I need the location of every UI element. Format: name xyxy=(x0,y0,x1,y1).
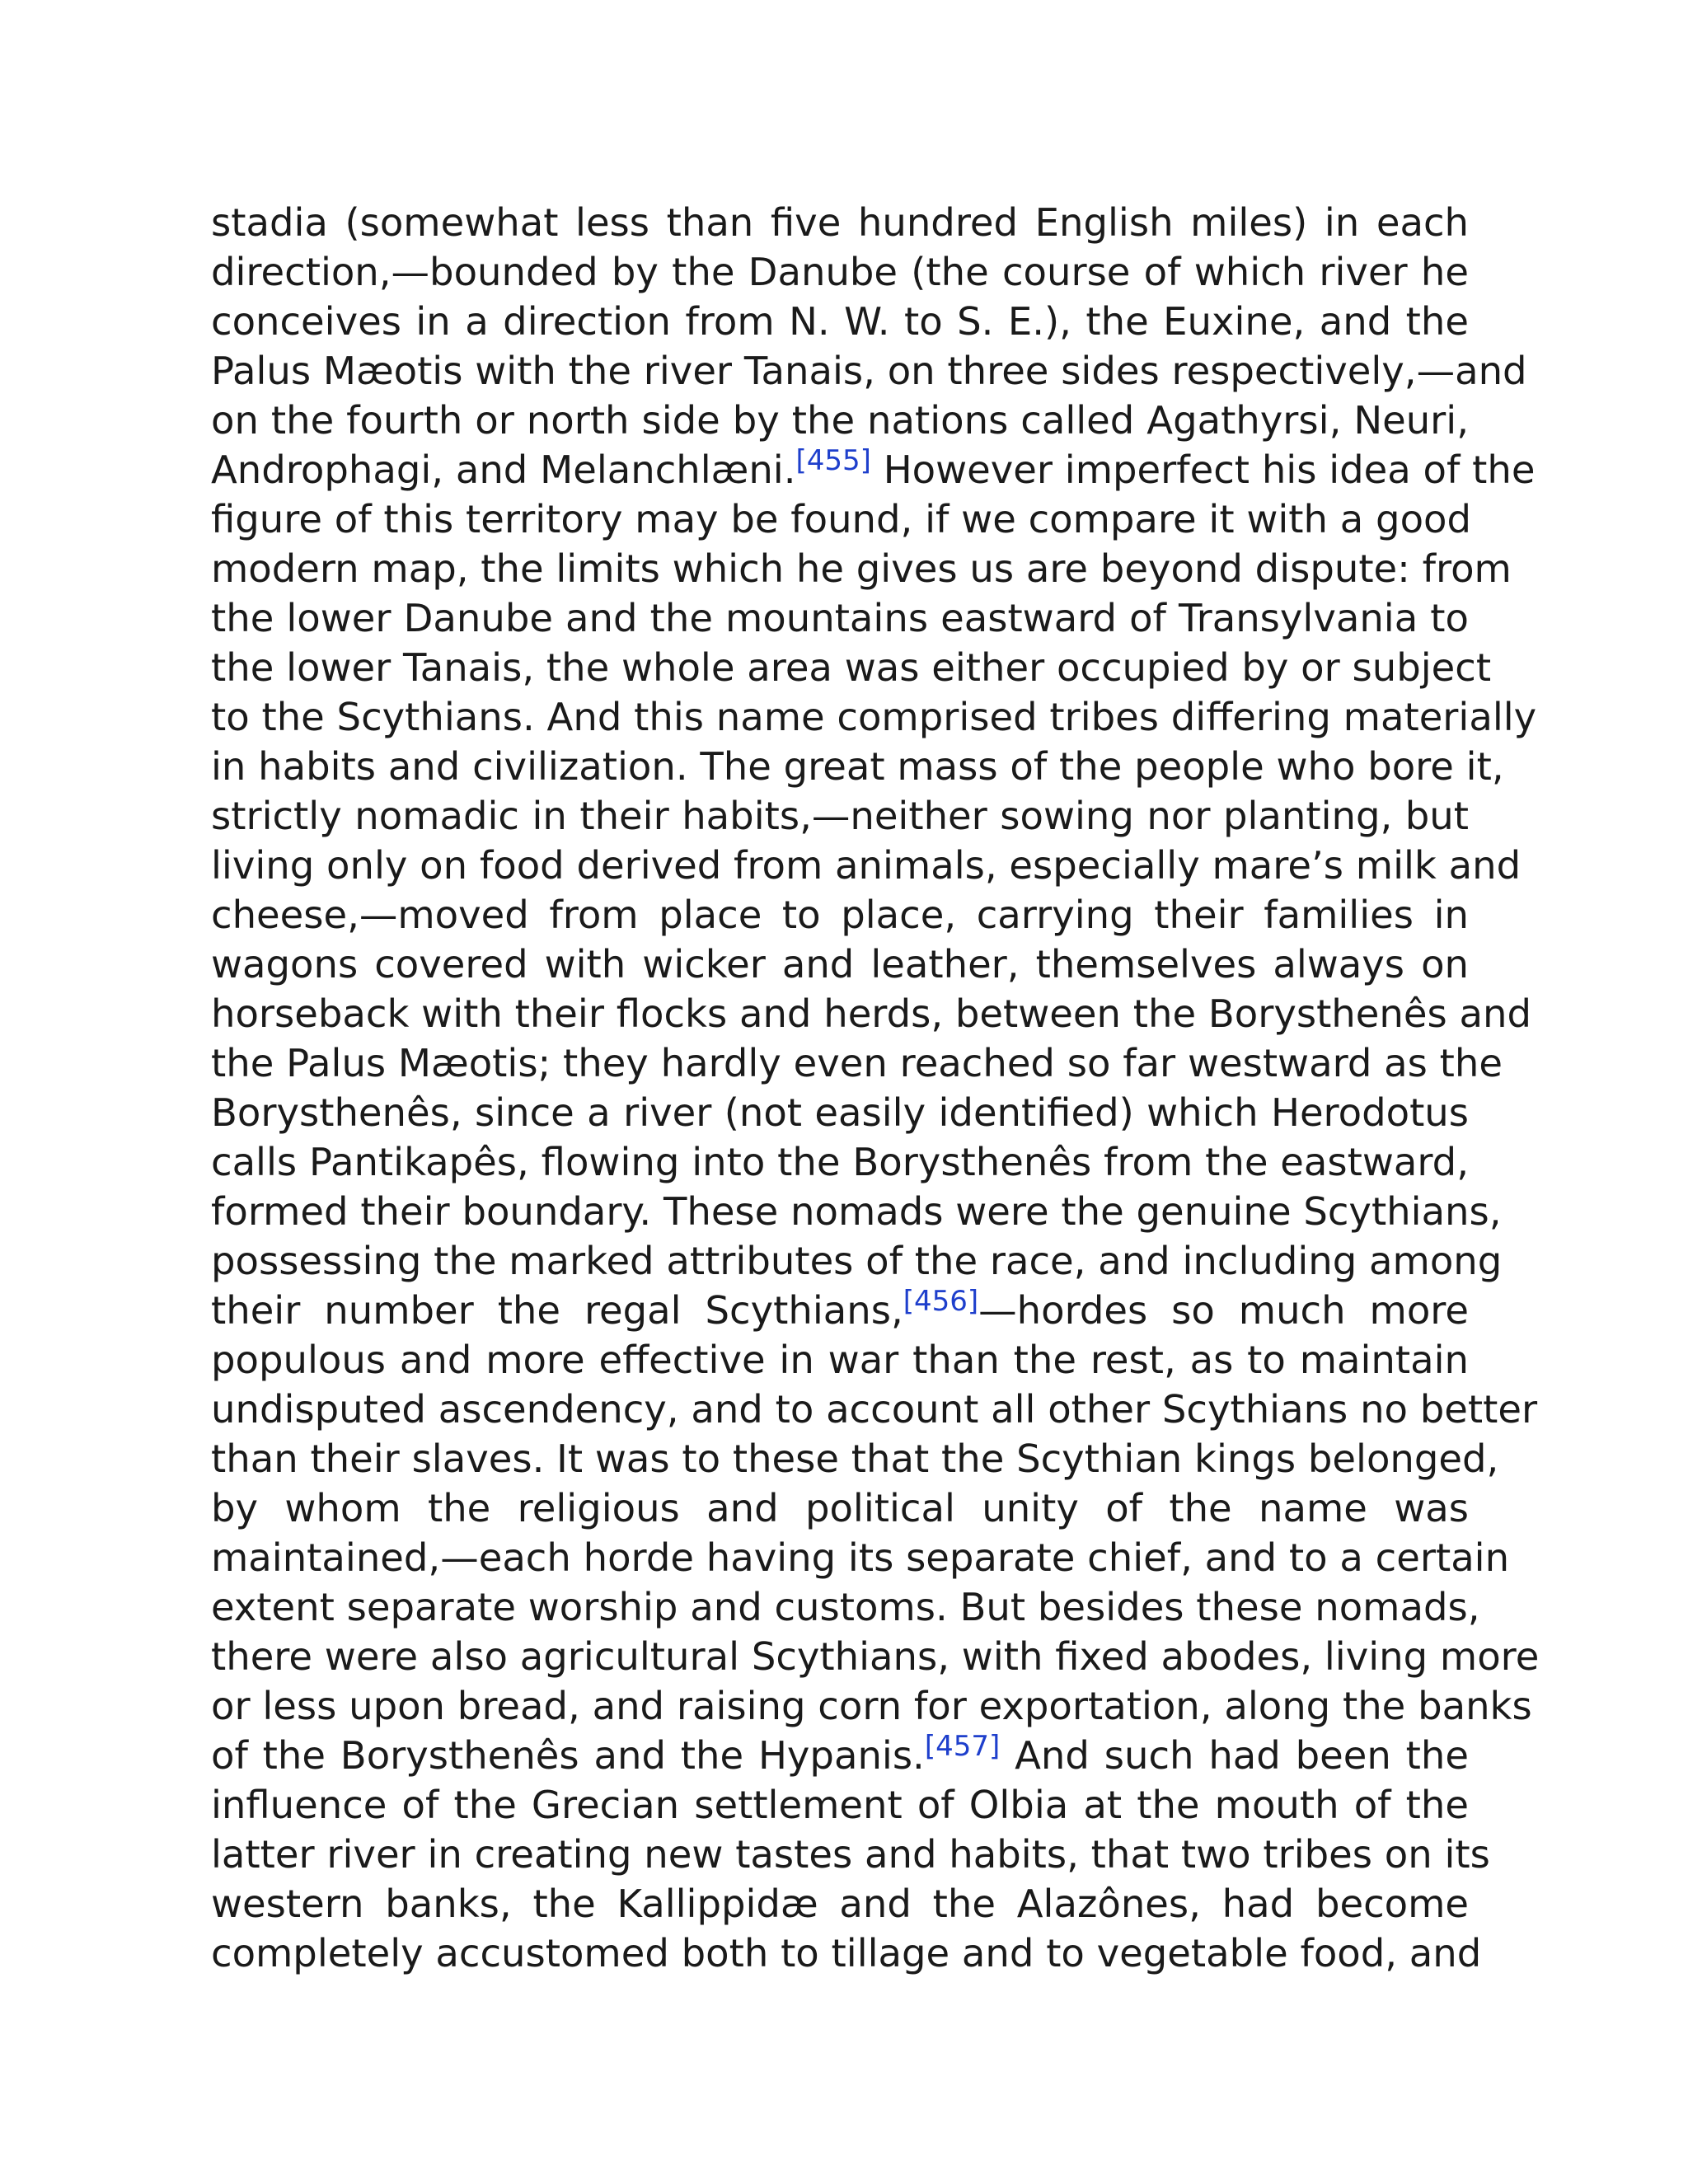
text-line: or less upon bread, and raising corn for exportation, along the banks xyxy=(211,1684,1532,1728)
text-line: possessing the marked attributes of the race, and including among xyxy=(211,1239,1503,1283)
footnote-link-455[interactable]: [455] xyxy=(795,444,871,477)
text-line: there were also agricultural Scythians, with fixed abodes, living more xyxy=(211,1634,1540,1679)
footnote-link-456[interactable]: [456] xyxy=(903,1285,979,1318)
text-segment: —hordes so much more xyxy=(978,1288,1469,1333)
text-line: formed their boundary. These nomads were the genuine Scythians, xyxy=(211,1189,1502,1234)
text-line: on the fourth or north side by the nations called Agathyrsi, Neuri, xyxy=(211,398,1469,443)
text-segment: However imperfect his idea of the xyxy=(870,448,1536,492)
text-line: wagons covered with wicker and leather, themselves always on xyxy=(211,942,1469,987)
text-line xyxy=(211,1286,1469,1335)
text-line: extent separate worship and customs. But besides these nomads, xyxy=(211,1585,1480,1629)
text-line: calls Pantikapês, flowing into the Borysthenês from the eastward, xyxy=(211,1140,1469,1184)
text-line: the lower Danube and the mountains eastward of Transylvania to xyxy=(211,596,1469,640)
text-segment: Androphagi, and Melanchlæni. xyxy=(211,448,796,492)
text-line: in habits and civilization. The great mass of the people who bore it, xyxy=(211,744,1504,789)
text-line: influence of the Grecian settlement of Olbia at the mouth of the xyxy=(211,1783,1469,1827)
text-line: by whom the religious and political unity of the name was xyxy=(211,1486,1469,1530)
text-segment: their number the regal Scythians, xyxy=(211,1288,903,1333)
footnote-link-457[interactable]: [457] xyxy=(924,1730,1001,1763)
text-line: populous and more effective in war than the rest, as to maintain xyxy=(211,1338,1469,1382)
text-line: figure of this territory may be found, if we compare it with a good xyxy=(211,497,1471,541)
text-line xyxy=(211,1731,1469,1780)
text-line: Palus Mæotis with the river Tanais, on three sides respectively,—and xyxy=(211,349,1527,393)
text-segment: of the Borysthenês and the Hypanis. xyxy=(211,1733,925,1778)
text-line: conceives in a direction from N. W. to S. E.), the Euxine, and the xyxy=(211,299,1469,344)
text-line: Borysthenês, since a river (not easily identified) which Herodotus xyxy=(211,1090,1469,1135)
text-line: the lower Tanais, the whole area was either occupied by or subject xyxy=(211,645,1492,690)
body-text xyxy=(211,198,1540,1978)
text-line: to the Scythians. And this name comprised tribes differing materially xyxy=(211,695,1537,739)
text-line: direction,—bounded by the Danube (the course of which river he xyxy=(211,250,1469,294)
text-line: than their slaves. It was to these that the Scythian kings belonged, xyxy=(211,1436,1499,1481)
text-line: latter river in creating new tastes and habits, that two tribes on its xyxy=(211,1832,1490,1877)
text-line: modern map, the limits which he gives us are beyond dispute: from xyxy=(211,546,1512,591)
text-segment: And such had been the xyxy=(1000,1733,1469,1778)
text-line: strictly nomadic in their habits,—neither sowing nor planting, but xyxy=(211,794,1469,838)
text-line: stadia (somewhat less than five hundred English miles) in each xyxy=(211,200,1469,245)
text-line: cheese,—moved from place to place, carrying their families in xyxy=(211,893,1469,937)
text-line xyxy=(211,444,1536,494)
text-line: living only on food derived from animals, especially mare’s milk and xyxy=(211,843,1522,888)
text-line: the Palus Mæotis; they hardly even reached so far westward as the xyxy=(211,1041,1503,1085)
text-line: maintained,—each horde having its separate chief, and to a certain xyxy=(211,1535,1510,1580)
text-line: undisputed ascendency, and to account all other Scythians no better xyxy=(211,1387,1538,1432)
text-line: western banks, the Kallippidæ and the Alazônes, had become xyxy=(211,1882,1469,1926)
text-line: completely accustomed both to tillage and to vegetable food, and xyxy=(211,1931,1482,1975)
text-line: horseback with their flocks and herds, between the Borysthenês and xyxy=(211,991,1531,1036)
